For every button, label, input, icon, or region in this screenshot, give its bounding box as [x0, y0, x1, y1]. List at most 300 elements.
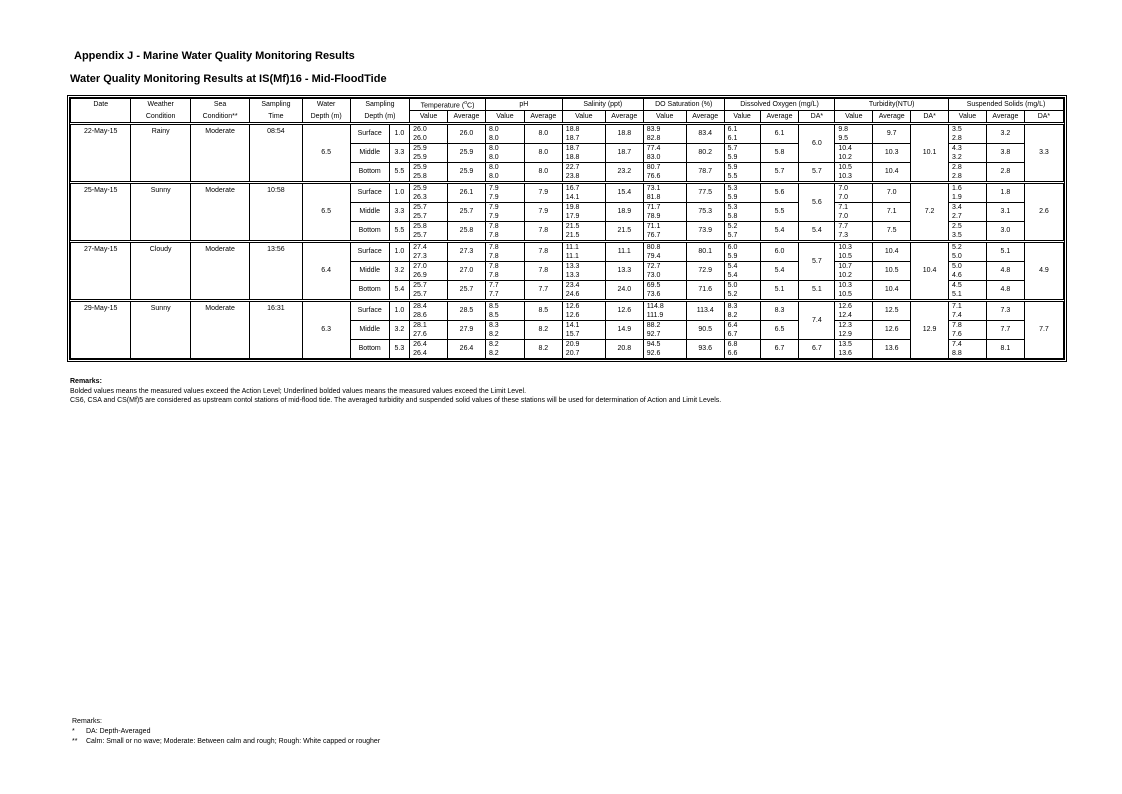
- salinity-values: [562, 203, 605, 222]
- dissolved-oxygen-average: 6.1: [760, 124, 799, 144]
- temperature-values: [410, 301, 448, 321]
- ph-values-reading: 8.5: [488, 303, 499, 311]
- turbidity-values-reading: 7.1: [838, 204, 849, 212]
- dissolved-oxygen-values-reading: 5.9: [727, 154, 738, 162]
- suspended-solids-average: 1.8: [986, 183, 1024, 203]
- header-water-depth-sub: Depth (m): [302, 111, 350, 124]
- suspended-solids-values-reading: 5.0: [952, 253, 962, 261]
- record-group: [71, 183, 1064, 242]
- turbidity-values-reading: 12.6: [838, 303, 852, 311]
- turbidity-da: 12.9: [911, 301, 949, 359]
- ph-values-reading: 8.0: [488, 145, 499, 153]
- ph-average: 8.0: [524, 124, 562, 144]
- turbidity-da: 10.1: [911, 124, 949, 183]
- header-temperature: Temperature ($^o$C): [410, 99, 486, 111]
- sampling-time-cell: 10:58: [250, 183, 302, 242]
- dissolved-oxygen-values-reading: 5.0: [727, 282, 738, 290]
- ph-values-reading: 7.7: [488, 291, 499, 299]
- do-saturation-average: 72.9: [686, 262, 724, 281]
- temperature-values-reading: 26.3: [413, 194, 427, 202]
- ph-values-reading: 7.8: [488, 232, 499, 240]
- suspended-solids-values-reading: 5.1: [952, 291, 962, 299]
- suspended-solids-values-reading: 7.6: [952, 331, 962, 339]
- temperature-values-reading: 28.6: [413, 312, 427, 320]
- header-average: Average: [986, 111, 1024, 124]
- salinity-values-reading: 11.1: [565, 244, 579, 252]
- dissolved-oxygen-da-bottom: 6.7: [799, 340, 835, 359]
- salinity-values-reading: 17.9: [565, 213, 580, 221]
- dissolved-oxygen-values: [724, 340, 760, 359]
- temperature-values: [410, 183, 448, 203]
- do-saturation-average: 77.5: [686, 183, 724, 203]
- turbidity-average: 7.1: [873, 203, 911, 222]
- ph-values-reading: 7.9: [488, 185, 499, 193]
- suspended-solids-values-reading: 2.8: [952, 135, 962, 143]
- suspended-solids-values-reading: 8.8: [952, 350, 962, 358]
- salinity-values-reading: 24.6: [565, 291, 580, 299]
- salinity-values-reading: 12.6: [565, 312, 580, 320]
- dissolved-oxygen-average: 8.3: [760, 301, 799, 321]
- turbidity-average: 12.5: [873, 301, 911, 321]
- do-saturation-values: [643, 203, 686, 222]
- sampling-depth-cell: 3.2: [389, 262, 409, 281]
- suspended-solids-da: 4.9: [1024, 242, 1063, 301]
- salinity-values-reading: 14.1: [565, 322, 580, 330]
- ph-average: 7.9: [524, 183, 562, 203]
- suspended-solids-values-reading: 7.4: [952, 341, 962, 349]
- turbidity-values-reading: 7.0: [838, 185, 849, 193]
- do-saturation-values-reading: 69.5: [646, 282, 661, 290]
- temperature-values-reading: 25.7: [413, 282, 427, 290]
- turbidity-values-reading: 10.5: [838, 291, 852, 299]
- dissolved-oxygen-values: [724, 321, 760, 340]
- sea-condition-cell: Moderate: [190, 183, 249, 242]
- sampling-level-cell: Surface: [350, 301, 389, 321]
- table-row: [71, 301, 1064, 321]
- do-saturation-average: 83.4: [686, 124, 724, 144]
- suspended-solids-values: [949, 242, 987, 262]
- ph-values: [485, 340, 524, 359]
- ph-average: 8.0: [524, 144, 562, 163]
- temperature-average: 28.5: [448, 301, 486, 321]
- temperature-values-reading: 25.9: [413, 154, 427, 162]
- sampling-depth-cell: 1.0: [389, 183, 409, 203]
- suspended-solids-values-reading: 3.4: [952, 204, 962, 212]
- salinity-values-reading: 11.1: [565, 253, 579, 261]
- do-saturation-values: [643, 144, 686, 163]
- sampling-depth-cell: 3.3: [389, 144, 409, 163]
- dissolved-oxygen-values-reading: 5.4: [727, 263, 738, 271]
- turbidity-values: [835, 281, 873, 301]
- dissolved-oxygen-values-reading: 6.4: [727, 322, 738, 330]
- ph-values: [485, 301, 524, 321]
- do-saturation-average: 75.3: [686, 203, 724, 222]
- suspended-solids-values: [949, 281, 987, 301]
- do-saturation-values-reading: 76.6: [646, 173, 661, 181]
- temperature-values-reading: 25.9: [413, 185, 427, 193]
- do-saturation-values: [643, 163, 686, 183]
- sampling-time-cell: 08:54: [250, 124, 302, 183]
- dissolved-oxygen-average: 5.6: [760, 183, 799, 203]
- temperature-values: [410, 203, 448, 222]
- sampling-level-cell: Surface: [350, 124, 389, 144]
- turbidity-values-reading: 7.3: [838, 232, 849, 240]
- suspended-solids-values-reading: 2.7: [952, 213, 962, 221]
- temperature-average: 26.1: [448, 183, 486, 203]
- dissolved-oxygen-values-reading: 5.8: [727, 213, 738, 221]
- temperature-average: 25.7: [448, 281, 486, 301]
- dissolved-oxygen-average: 5.4: [760, 262, 799, 281]
- turbidity-average: 10.3: [873, 144, 911, 163]
- header-ph: pH: [485, 99, 562, 111]
- header-sampling-depth: Sampling: [350, 99, 409, 111]
- do-saturation-values-reading: 73.0: [646, 272, 661, 280]
- dissolved-oxygen-values-reading: 8.2: [727, 312, 738, 320]
- dissolved-oxygen-da-bottom: 5.7: [799, 163, 835, 183]
- dissolved-oxygen-values-reading: 5.3: [727, 204, 738, 212]
- salinity-values-reading: 15.7: [565, 331, 580, 339]
- sampling-time-cell: 16:31: [250, 301, 302, 359]
- dissolved-oxygen-values: [724, 163, 760, 183]
- dissolved-oxygen-values: [724, 203, 760, 222]
- temperature-values-reading: 26.9: [413, 272, 427, 280]
- dissolved-oxygen-values-reading: 6.1: [727, 126, 738, 134]
- sea-condition-cell: Moderate: [190, 242, 249, 301]
- temperature-average: 25.8: [448, 222, 486, 242]
- temperature-values: [410, 262, 448, 281]
- dissolved-oxygen-values-reading: 5.2: [727, 291, 738, 299]
- sampling-level-cell: Middle: [350, 262, 389, 281]
- ph-average: 8.2: [524, 321, 562, 340]
- salinity-values: [562, 340, 605, 359]
- salinity-values-reading: 19.8: [565, 204, 580, 212]
- salinity-values-reading: 20.7: [565, 350, 580, 358]
- suspended-solids-values-reading: 4.6: [952, 272, 962, 280]
- temperature-values-reading: 28.1: [413, 322, 427, 330]
- do-saturation-values-reading: 92.7: [646, 331, 661, 339]
- ph-average: 8.5: [524, 301, 562, 321]
- ph-values-reading: 7.9: [488, 204, 499, 212]
- sampling-level-cell: Bottom: [350, 163, 389, 183]
- header-do-saturation: DO Saturation (%): [643, 99, 724, 111]
- ph-values-reading: 8.0: [488, 126, 499, 134]
- temperature-values-reading: 25.8: [413, 223, 427, 231]
- salinity-average: 12.6: [605, 301, 643, 321]
- header-sea: Sea: [190, 99, 249, 111]
- dissolved-oxygen-values-reading: 6.7: [727, 331, 738, 339]
- sampling-level-cell: Surface: [350, 183, 389, 203]
- salinity-values-reading: 13.3: [565, 263, 580, 271]
- suspended-solids-values: [949, 321, 987, 340]
- header-value: Value: [485, 111, 524, 124]
- turbidity-average: 10.4: [873, 281, 911, 301]
- suspended-solids-values-reading: 2.8: [952, 173, 962, 181]
- ph-values-reading: 8.2: [488, 341, 499, 349]
- do-saturation-values-reading: 114.8: [646, 303, 664, 311]
- ph-values: [485, 163, 524, 183]
- ph-values-reading: 8.0: [488, 164, 499, 172]
- weather-cell: Cloudy: [131, 242, 190, 301]
- ph-average: 7.8: [524, 242, 562, 262]
- suspended-solids-values: [949, 163, 987, 183]
- temperature-values-reading: 25.7: [413, 204, 427, 212]
- temperature-values-reading: 26.0: [413, 126, 427, 134]
- turbidity-average: 13.6: [873, 340, 911, 359]
- dissolved-oxygen-average: 6.7: [760, 340, 799, 359]
- dissolved-oxygen-average: 5.7: [760, 163, 799, 183]
- ph-values: [485, 262, 524, 281]
- dissolved-oxygen-values-reading: 6.8: [727, 341, 738, 349]
- turbidity-average: 12.6: [873, 321, 911, 340]
- sampling-level-cell: Bottom: [350, 222, 389, 242]
- turbidity-average: 10.4: [873, 242, 911, 262]
- turbidity-average: 7.0: [873, 183, 911, 203]
- remarks-top-line-2: CS6, CSA and CS(Mf)5 are considered as upstream contol stations of mid-flood tide. The averaged turbidity and suspended solid values of these stations will be used for determination of Action and Limit Levels.: [70, 397, 722, 404]
- sampling-level-cell: Bottom: [350, 281, 389, 301]
- header-sampling-time-sub: Time: [250, 111, 302, 124]
- do-saturation-values: [643, 124, 686, 144]
- header-value: Value: [724, 111, 760, 124]
- ph-values-reading: 8.5: [488, 312, 499, 320]
- turbidity-da: 10.4: [911, 242, 949, 301]
- sampling-level-cell: Middle: [350, 321, 389, 340]
- do-saturation-values-reading: 79.4: [646, 253, 661, 261]
- suspended-solids-da: 3.3: [1024, 124, 1063, 183]
- header-suspended-solids: Suspended Solids (mg/L): [949, 99, 1064, 111]
- sampling-depth-cell: 5.3: [389, 340, 409, 359]
- turbidity-values: [835, 262, 873, 281]
- temperature-values: [410, 281, 448, 301]
- dissolved-oxygen-da: 7.4: [799, 301, 835, 340]
- ph-values-reading: 7.8: [488, 223, 499, 231]
- turbidity-values: [835, 242, 873, 262]
- do-saturation-values-reading: 81.8: [646, 194, 661, 202]
- ph-values: [485, 321, 524, 340]
- date-cell: 27-May-15: [71, 242, 131, 301]
- ph-average: 7.7: [524, 281, 562, 301]
- suspended-solids-average: 7.7: [986, 321, 1024, 340]
- sampling-time-cell: 13:56: [250, 242, 302, 301]
- temperature-values-reading: 27.6: [413, 331, 427, 339]
- suspended-solids-values-reading: 1.6: [952, 185, 962, 193]
- dissolved-oxygen-values-reading: 5.9: [727, 253, 738, 261]
- turbidity-values-reading: 10.5: [838, 164, 852, 172]
- ph-average: 7.8: [524, 222, 562, 242]
- header-sea-sub: Condition**: [190, 111, 249, 124]
- header-average: Average: [524, 111, 562, 124]
- dissolved-oxygen-values: [724, 183, 760, 203]
- do-saturation-average: 78.7: [686, 163, 724, 183]
- sampling-level-cell: Bottom: [350, 340, 389, 359]
- salinity-average: 20.8: [605, 340, 643, 359]
- ph-values-reading: 7.8: [488, 263, 499, 271]
- do-saturation-average: 90.5: [686, 321, 724, 340]
- ph-average: 7.8: [524, 262, 562, 281]
- salinity-average: 14.9: [605, 321, 643, 340]
- suspended-solids-da: 7.7: [1024, 301, 1063, 359]
- turbidity-values-reading: 13.5: [838, 341, 852, 349]
- ph-values-reading: 7.8: [488, 244, 499, 252]
- turbidity-average: 9.7: [873, 124, 911, 144]
- temperature-average: 27.0: [448, 262, 486, 281]
- sampling-depth-cell: 1.0: [389, 124, 409, 144]
- sea-condition-cell: Moderate: [190, 301, 249, 359]
- remark-sea-condition: ** Calm: Small or no wave; Moderate: Between calm and rough; Rough: White capped or rougher: [72, 738, 381, 745]
- do-saturation-values: [643, 340, 686, 359]
- do-saturation-values-reading: 94.5: [646, 341, 661, 349]
- header-dissolved-oxygen: Dissolved Oxygen (mg/L): [724, 99, 835, 111]
- salinity-average: 18.8: [605, 124, 643, 144]
- suspended-solids-values: [949, 144, 987, 163]
- suspended-solids-values-reading: 5.2: [952, 244, 962, 252]
- suspended-solids-average: 8.1: [986, 340, 1024, 359]
- dissolved-oxygen-values: [724, 301, 760, 321]
- turbidity-values-reading: 12.3: [838, 322, 852, 330]
- suspended-solids-average: 2.8: [986, 163, 1024, 183]
- do-saturation-average: 73.9: [686, 222, 724, 242]
- temperature-average: 26.0: [448, 124, 486, 144]
- do-saturation-average: 93.6: [686, 340, 724, 359]
- salinity-values-reading: 22.7: [565, 164, 580, 172]
- remarks-bottom: [72, 717, 380, 747]
- header-da: DA*: [799, 111, 835, 124]
- sampling-depth-cell: 3.3: [389, 203, 409, 222]
- turbidity-average: 10.5: [873, 262, 911, 281]
- temperature-values-reading: 26.4: [413, 350, 427, 358]
- temperature-values-reading: 26.4: [413, 341, 427, 349]
- header-value: Value: [562, 111, 605, 124]
- turbidity-values-reading: 10.3: [838, 173, 852, 181]
- temperature-values: [410, 340, 448, 359]
- temperature-values: [410, 144, 448, 163]
- dissolved-oxygen-values-reading: 5.7: [727, 145, 738, 153]
- suspended-solids-values-reading: 4.3: [952, 145, 962, 153]
- header-value: Value: [643, 111, 686, 124]
- remarks-bottom-heading: Remarks:: [72, 718, 102, 725]
- ph-values-reading: 8.0: [488, 154, 499, 162]
- remarks-top-line-1: Bolded values means the measured values exceed the Action Level; Underlined bolded values means the measured values exceed the Limit Level.: [70, 387, 527, 395]
- do-saturation-values-reading: 73.1: [646, 185, 661, 193]
- salinity-values-reading: 21.5: [565, 232, 580, 240]
- salinity-values-reading: 13.3: [565, 272, 580, 280]
- salinity-average: 23.2: [605, 163, 643, 183]
- salinity-values-reading: 16.7: [565, 185, 580, 193]
- ph-values-reading: 8.3: [488, 322, 499, 330]
- do-saturation-values-reading: 111.9: [646, 312, 664, 320]
- temperature-values-reading: 25.8: [413, 173, 427, 181]
- turbidity-values-reading: 7.7: [838, 223, 849, 231]
- dissolved-oxygen-values-reading: 8.3: [727, 303, 738, 311]
- temperature-average: 27.3: [448, 242, 486, 262]
- water-quality-table-frame: [67, 95, 1067, 362]
- turbidity-values: [835, 340, 873, 359]
- salinity-values: [562, 262, 605, 281]
- table-row: [71, 242, 1064, 262]
- suspended-solids-values: [949, 183, 987, 203]
- salinity-average: 15.4: [605, 183, 643, 203]
- dissolved-oxygen-average: 5.8: [760, 144, 799, 163]
- do-saturation-values: [643, 222, 686, 242]
- do-saturation-values-reading: 71.1: [646, 223, 661, 231]
- turbidity-values-reading: 9.8: [838, 126, 849, 134]
- dissolved-oxygen-values-reading: 6.0: [727, 244, 738, 252]
- header-water-depth: Water: [302, 99, 350, 111]
- table-title: Water Quality Monitoring Results at IS(Mf)16 - Mid-FloodTide: [70, 73, 387, 85]
- dissolved-oxygen-da-bottom: 5.4: [799, 222, 835, 242]
- suspended-solids-average: 7.3: [986, 301, 1024, 321]
- turbidity-da: 7.2: [911, 183, 949, 242]
- header-average: Average: [448, 111, 486, 124]
- suspended-solids-average: 3.2: [986, 124, 1024, 144]
- header-average: Average: [873, 111, 911, 124]
- do-saturation-values: [643, 183, 686, 203]
- turbidity-values-reading: 10.5: [838, 253, 852, 261]
- sampling-depth-cell: 5.5: [389, 163, 409, 183]
- water-quality-table: [70, 98, 1064, 359]
- weather-cell: Rainy: [131, 124, 190, 183]
- suspended-solids-values: [949, 262, 987, 281]
- header-value: Value: [949, 111, 987, 124]
- water-depth-cell: 6.5: [302, 124, 350, 183]
- do-saturation-values-reading: 88.2: [646, 322, 661, 330]
- weather-cell: Sunny: [131, 301, 190, 359]
- suspended-solids-average: 4.8: [986, 262, 1024, 281]
- header-sampling-depth-sub: Depth (m): [350, 111, 409, 124]
- do-saturation-values-reading: 77.4: [646, 145, 661, 153]
- ph-average: 8.0: [524, 163, 562, 183]
- sampling-depth-cell: 3.2: [389, 321, 409, 340]
- date-cell: 25-May-15: [71, 183, 131, 242]
- suspended-solids-values-reading: 3.2: [952, 154, 962, 162]
- ph-values: [485, 124, 524, 144]
- ph-average: 7.9: [524, 203, 562, 222]
- water-depth-cell: 6.5: [302, 183, 350, 242]
- dissolved-oxygen-values-reading: 5.9: [727, 194, 738, 202]
- turbidity-values-reading: 10.3: [838, 282, 852, 290]
- salinity-average: 13.3: [605, 262, 643, 281]
- do-saturation-values-reading: 73.6: [646, 291, 661, 299]
- do-saturation-values: [643, 242, 686, 262]
- ph-values-reading: 7.7: [488, 282, 499, 290]
- turbidity-values-reading: 7.0: [838, 213, 849, 221]
- salinity-average: 18.7: [605, 144, 643, 163]
- suspended-solids-average: 5.1: [986, 242, 1024, 262]
- do-saturation-values-reading: 76.7: [646, 232, 661, 240]
- header-average: Average: [760, 111, 799, 124]
- header-date-cont: [71, 111, 131, 124]
- salinity-average: 18.9: [605, 203, 643, 222]
- suspended-solids-values: [949, 301, 987, 321]
- do-saturation-values-reading: 83.9: [646, 126, 661, 134]
- ph-values-reading: 7.8: [488, 253, 499, 261]
- turbidity-values-reading: 10.3: [838, 244, 852, 252]
- sampling-level-cell: Middle: [350, 203, 389, 222]
- dissolved-oxygen-average: 6.0: [760, 242, 799, 262]
- ph-values-reading: 8.0: [488, 135, 499, 143]
- turbidity-values-reading: 7.0: [838, 194, 849, 202]
- do-saturation-values-reading: 71.7: [646, 204, 661, 212]
- dissolved-oxygen-values: [724, 124, 760, 144]
- temperature-average: 25.9: [448, 163, 486, 183]
- temperature-values-reading: 26.0: [413, 135, 427, 143]
- header-date: Date: [71, 99, 131, 111]
- salinity-average: 21.5: [605, 222, 643, 242]
- dissolved-oxygen-values: [724, 262, 760, 281]
- salinity-values-reading: 18.7: [565, 145, 580, 153]
- salinity-values: [562, 281, 605, 301]
- turbidity-values: [835, 203, 873, 222]
- suspended-solids-average: 4.8: [986, 281, 1024, 301]
